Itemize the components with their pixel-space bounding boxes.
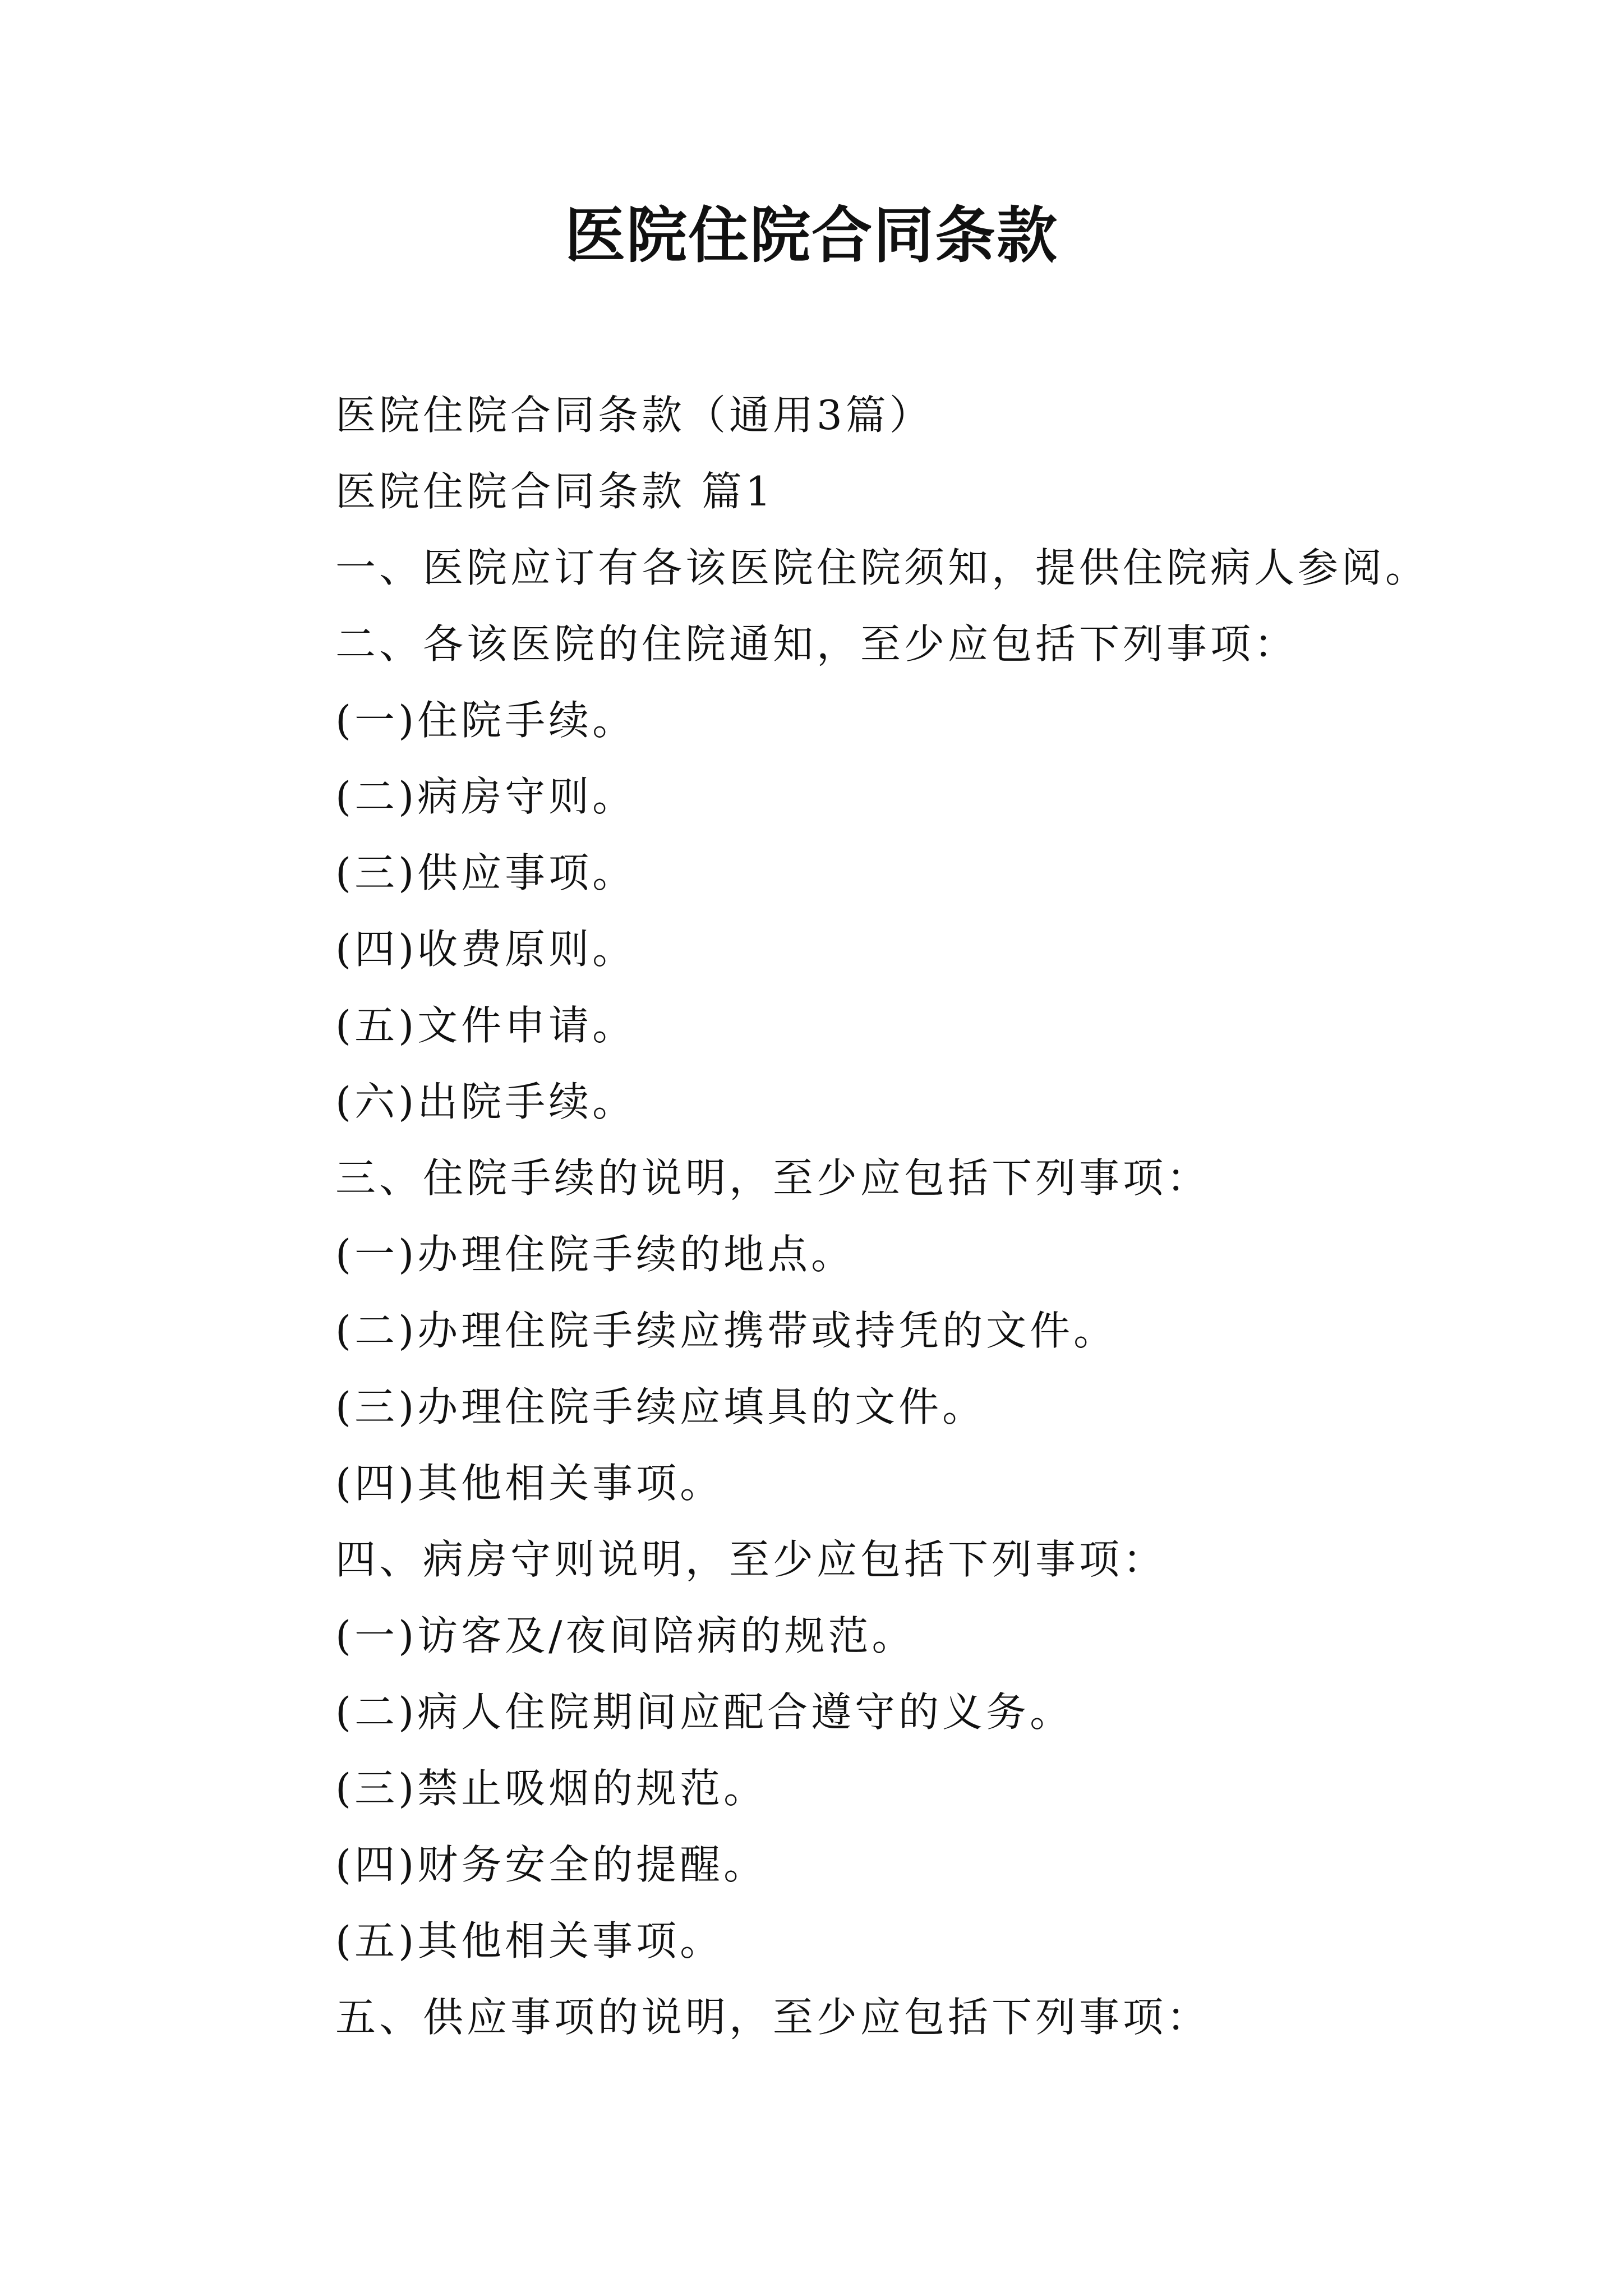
paragraph-line: 医院住院合同条款（通用3篇）: [335, 392, 933, 439]
paragraph-line: (四)财务安全的提醒。: [335, 1841, 768, 1888]
paragraph-line: (二)病房守则。: [335, 773, 637, 820]
paragraph-line: (一)住院手续。: [335, 697, 637, 744]
paragraph-line: (五)其他相关事项。: [335, 1917, 724, 1964]
paragraph-line: 一、医院应订有各该医院住院须知，提供住院病人参阅。: [335, 544, 1430, 591]
document-title: 医院住院合同条款: [564, 200, 1058, 271]
paragraph-line: 医院住院合同条款 篇1: [335, 468, 774, 515]
document-body: [335, 377, 1569, 2055]
paragraph-line: (一)办理住院手续的地点。: [335, 1231, 855, 1278]
paragraph-line: 五、供应事项的说明，至少应包括下列事项：: [335, 1994, 1211, 2041]
paragraph-line: (三)供应事项。: [335, 849, 637, 896]
paragraph-line: (二)病人住院期间应配合遵守的义务。: [335, 1688, 1074, 1736]
paragraph-line: (四)其他相关事项。: [335, 1460, 724, 1507]
paragraph-line: (三)办理住院手续应填具的文件。: [335, 1383, 986, 1430]
paragraph-line: (三)禁止吸烟的规范。: [335, 1765, 768, 1812]
paragraph-line: 四、病房守则说明，至少应包括下列事项：: [335, 1536, 1167, 1583]
paragraph-line: (四)收费原则。: [335, 926, 637, 973]
paragraph-line: (二)办理住院手续应携带或持凭的文件。: [335, 1307, 1118, 1354]
paragraph-line: (五)文件申请。: [335, 1002, 637, 1049]
paragraph-line: (六)出院手续。: [335, 1078, 637, 1125]
paragraph-line: (一)访客及/夜间陪病的规范。: [335, 1612, 916, 1659]
paragraph-line: 二、各该医院的住院通知，至少应包括下列事项：: [335, 620, 1298, 668]
paragraph-line: 三、住院手续的说明，至少应包括下列事项：: [335, 1154, 1211, 1202]
